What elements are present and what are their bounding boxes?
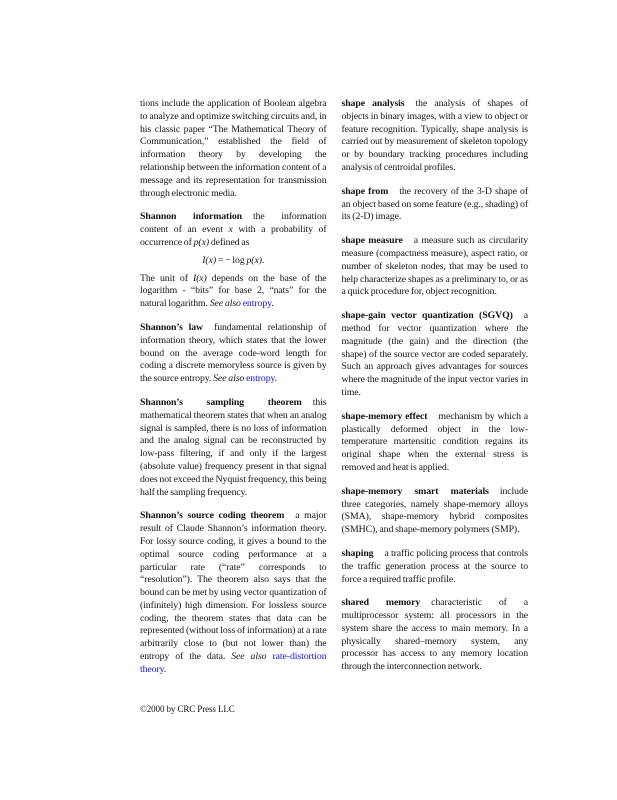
see-also-label: See also <box>209 298 243 310</box>
text-segment: The unit of <box>140 272 193 284</box>
definition-paragraph <box>140 273 327 311</box>
glossary-entry <box>342 597 529 674</box>
glossary-entry <box>342 98 529 175</box>
glossary-entry <box>140 211 327 311</box>
text-segment: = − log <box>216 254 247 266</box>
glossary-entry <box>140 98 327 200</box>
definition-paragraph <box>342 186 529 224</box>
glossary-entry <box>342 411 529 475</box>
cross-reference-link[interactable]: entropy <box>242 298 272 310</box>
glossary-entry <box>342 548 529 586</box>
definition-paragraph <box>140 98 327 200</box>
see-also-label: See also <box>213 373 247 385</box>
text-segment: the recovery of the 3-D shape of an object based on some feature (e.g., shading) of its (2-D) image. <box>341 185 528 223</box>
copyright-notice: ©2000 by CRC Press LLC <box>140 703 235 714</box>
definition-paragraph <box>342 411 529 475</box>
text-segment: depends on the base of the logarithm - “bits” for base 2, “nats” for the natural logarithm. <box>140 272 327 310</box>
definition-paragraph <box>342 597 529 674</box>
cross-reference-link[interactable]: rate-distortion theory <box>140 651 327 675</box>
term: shape measure <box>341 235 403 247</box>
text-segment: the information content of an event <box>140 211 327 236</box>
see-also-label: See also <box>231 651 273 663</box>
definition-paragraph <box>140 322 327 386</box>
glossary-entry <box>342 235 529 299</box>
definition-paragraph <box>140 211 327 249</box>
text-segment: . <box>271 298 274 310</box>
term: shaping <box>341 547 374 559</box>
term: shape-memory smart materials <box>341 485 489 497</box>
definition-paragraph <box>342 98 529 175</box>
text-segment: include three categories, namely shape-memory alloys (SMA), shape-memory hybrid composites (SMHC), and shape-memory polymers (SMP). <box>341 485 528 536</box>
definition-paragraph <box>140 397 327 499</box>
right-column <box>342 98 529 688</box>
text-segment: characteristic of a multiprocessor system: all processors in the system share the access to main memory. In a physically shared–memory system, any processor has access to any memory location through the interconnection network. <box>341 597 528 673</box>
definition-paragraph <box>342 486 529 537</box>
text-segment: a traffic policing process that controls the traffic generation process at the source to force a required traffic profile. <box>341 547 528 585</box>
text-segment: defined as <box>209 236 250 248</box>
term: shared memory <box>341 597 421 609</box>
math-expression: I(x) <box>192 272 207 284</box>
left-column <box>140 98 327 688</box>
glossary-entry <box>342 310 529 400</box>
glossary-entry <box>342 186 529 224</box>
definition-paragraph <box>342 310 529 400</box>
text-segment: a measure such as circularity measure (compactness measure), aspect ratio, or number of skeleton nodes, that may be used to help characterize shapes as a preliminary to, or as a quick procedure for, object recognition. <box>341 235 529 298</box>
math-expression: x <box>228 224 233 236</box>
term: shape analysis <box>341 98 405 109</box>
definition-paragraph <box>342 235 529 299</box>
math-expression: I(x) <box>202 254 217 266</box>
text-segment: a major result of Claude Shannon’s information theory. For lossy source coding, it gives a bound to the optimal source coding performance at a particular rate (“rate” corresponds to “resolution”). The theorem also says that the bound can be met by using vector quantization of (infinitely) high dimension. For lossless source coding, the theorem states that data can be represented (without loss of information) at a rate arbitrarily close to (but not lower than) the entropy of the data. <box>140 510 327 663</box>
glossary-entry <box>140 322 327 386</box>
term: Shannon’s source coding theorem <box>140 510 285 522</box>
text-segment: tions include the application of Boolean algebra to analyze and optimize switching circuits and, in his classic paper “The Mathematical Theory of Communication,” established the field of information theory by developing the relationship between the information content of a message and its representation for transmission through electronic media. <box>140 98 327 199</box>
text-segment: . <box>163 663 167 675</box>
display-formula <box>140 255 327 268</box>
text-segment: this mathematical theorem states that when an analog signal is sampled, there is no loss of information and the analog signal can be reconstructed by low-pass filtering, if and only if the largest (absolute value) frequency present in that signal does not exceed the Nyquist frequency, this being half the sampling frequency. <box>140 396 327 498</box>
definition-paragraph <box>140 510 327 676</box>
text-segment: with a probability of occurrence of <box>140 224 327 248</box>
term: shape-gain vector quantization (SGVQ) <box>341 310 513 322</box>
math-expression: p(x) <box>246 254 262 266</box>
term: shape-memory effect <box>341 410 428 422</box>
term: Shannon’s sampling theorem <box>140 396 302 408</box>
cross-reference-link[interactable]: entropy <box>246 373 275 385</box>
definition-paragraph <box>342 548 529 586</box>
term: shape from <box>341 185 389 197</box>
glossary-entry <box>140 510 327 676</box>
term: Shannon information <box>140 211 242 223</box>
text-segment: . <box>261 254 265 266</box>
text-segment: mechanism by which a plastically deformed object in the low-temperature martensitic condition regains its original shape when the external stress is removed and heat is applied. <box>341 410 528 473</box>
glossary-entry <box>342 486 529 537</box>
term: Shannon’s law <box>140 321 204 333</box>
math-expression: p(x) <box>193 236 209 248</box>
text-segment: the analysis of shapes of objects in binary images, with a view to object or feature recognition. Typically, shape analysis is carried out by measurement of skeleton topology or by boundary tracking procedures including analysis of centroidal profiles. <box>341 98 528 173</box>
text-segment: a method for vector quantization where the magnitude (the gain) and the direction (the shape) of the source vector are coded separately. Such an approach gives advantages for sources where the magnitude of the input vector varies in time. <box>341 310 528 398</box>
text-segment: . <box>274 373 278 385</box>
text-segment: fundamental relationship of information theory, which states that the lower bound on the average code-word length for coding a discrete memoryless source is given by the source entropy. <box>140 321 327 385</box>
glossary-entry <box>140 397 327 499</box>
